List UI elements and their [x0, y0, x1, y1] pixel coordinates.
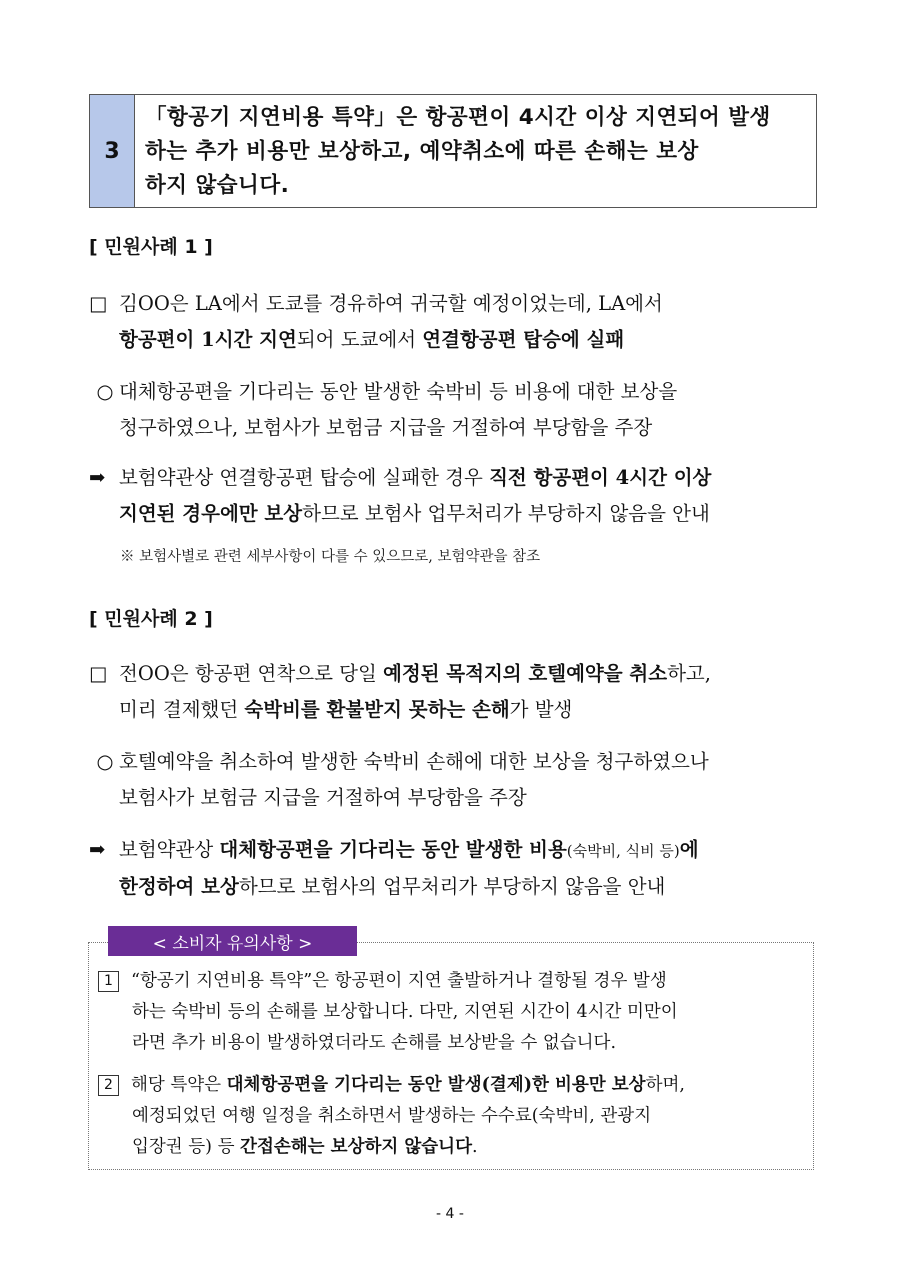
text: 하며, — [645, 1075, 685, 1095]
checkbox-bullet: □ — [89, 662, 108, 685]
text: 되어 도쿄에서 — [296, 328, 423, 351]
case-2-heading: [ 민원사례 2 ] — [89, 608, 213, 630]
case-2-facts — [89, 656, 816, 728]
tip-number: 1 — [98, 971, 119, 992]
text: 보험약관상 — [119, 838, 220, 861]
case-2-claim — [89, 744, 816, 816]
case-1-heading: [ 민원사례 1 ] — [89, 236, 213, 258]
checkbox-bullet: □ — [89, 292, 108, 315]
headline-line: 하지 않습니다. — [145, 173, 290, 198]
tip-1 — [98, 966, 808, 1059]
text: 하고, — [667, 662, 711, 685]
headline-text — [135, 95, 816, 207]
emphasis: 한정하여 보상 — [119, 875, 239, 898]
emphasis: 숙박비를 환불받지 못하는 손해 — [244, 698, 510, 721]
emphasis: 대체항공편을 기다리는 동안 발생(결제)한 비용만 보상 — [226, 1075, 646, 1095]
circle-bullet: ○ — [96, 750, 114, 773]
section-number: 3 — [90, 95, 135, 207]
text-line: 대체항공편을 기다리는 동안 발생한 숙박비 등 비용에 대한 보상을 — [119, 380, 678, 403]
text: 해당 특약은 — [131, 1075, 227, 1095]
text: 하므로 보험사의 업무처리가 부당하지 않음을 안내 — [238, 875, 666, 898]
emphasis: 간접손해는 보상하지 않습니다 — [240, 1137, 472, 1157]
text: 미리 결제했던 — [119, 698, 245, 721]
emphasis: 지연된 경우에만 보상 — [119, 502, 303, 525]
case-1-facts — [89, 286, 816, 358]
page-number: - 4 - — [436, 1206, 464, 1222]
circle-bullet: ○ — [96, 380, 114, 403]
emphasis: 항공편이 1시간 지연 — [119, 328, 297, 351]
text: . — [472, 1137, 478, 1157]
reference-note: ※ 보험사별로 관련 세부사항이 다를 수 있으므로, 보험약관을 참조 — [120, 549, 541, 565]
emphasis: 대체항공편을 기다리는 동안 발생한 비용 — [219, 838, 567, 861]
emphasis: 연결항공편 탑승에 실패 — [422, 328, 625, 351]
emphasis: 직전 항공편이 4시간 이상 — [489, 466, 712, 489]
arrow-icon: ➡ — [89, 838, 106, 861]
text-line: 호텔예약을 취소하여 발생한 숙박비 손해에 대한 보상을 청구하였으나 — [119, 750, 709, 773]
emphasis: 예정된 목적지의 호텔예약을 취소 — [382, 662, 668, 685]
tip-number: 2 — [98, 1075, 119, 1096]
case-1-claim — [89, 374, 816, 446]
text-line: “항공기 지연비용 특약”은 항공편이 지연 출발하거나 결항될 경우 발생 — [131, 971, 667, 991]
text: 가 발생 — [509, 698, 573, 721]
text-line: 청구하였으나, 보험사가 보험금 지급을 거절하여 부당함을 주장 — [119, 416, 653, 439]
arrow-icon: ➡ — [89, 466, 106, 489]
case-2-result — [89, 832, 816, 905]
consumer-tips-title: < 소비자 유의사항 > — [108, 926, 357, 956]
text: 보험약관상 연결항공편 탑승에 실패한 경우 — [119, 466, 490, 489]
text: 하므로 보험사 업무처리가 부당하지 않음을 안내 — [302, 502, 710, 525]
text-line: 예정되었던 여행 일정을 취소하면서 발생하는 수수료(숙박비, 관광지 — [132, 1106, 652, 1126]
text-line: 라면 추가 비용이 발생하였더라도 손해를 보상받을 수 없습니다. — [132, 1033, 617, 1053]
headline-line: 「항공기 지연비용 특약」은 항공편이 4시간 이상 지연되어 발생 — [145, 105, 771, 130]
headline-line: 하는 추가 비용만 보상하고, 예약취소에 따른 손해는 보상 — [145, 139, 699, 164]
text: 전OO은 항공편 연착으로 당일 — [119, 662, 383, 685]
text-small: (숙박비, 식비 등) — [566, 842, 680, 860]
text: 입장권 등) 등 — [132, 1137, 241, 1157]
text-line: 보험사가 보험금 지급을 거절하여 부당함을 주장 — [119, 786, 527, 809]
text-line: 김OO은 LA에서 도쿄를 경유하여 귀국할 예정이었는데, LA에서 — [119, 292, 663, 315]
case-1-result — [89, 460, 816, 532]
emphasis: 에 — [679, 838, 699, 861]
text-line: 하는 숙박비 등의 손해를 보상합니다. 다만, 지연된 시간이 4시간 미만이 — [132, 1002, 678, 1022]
tip-2 — [98, 1070, 808, 1163]
headline-box — [89, 94, 817, 208]
